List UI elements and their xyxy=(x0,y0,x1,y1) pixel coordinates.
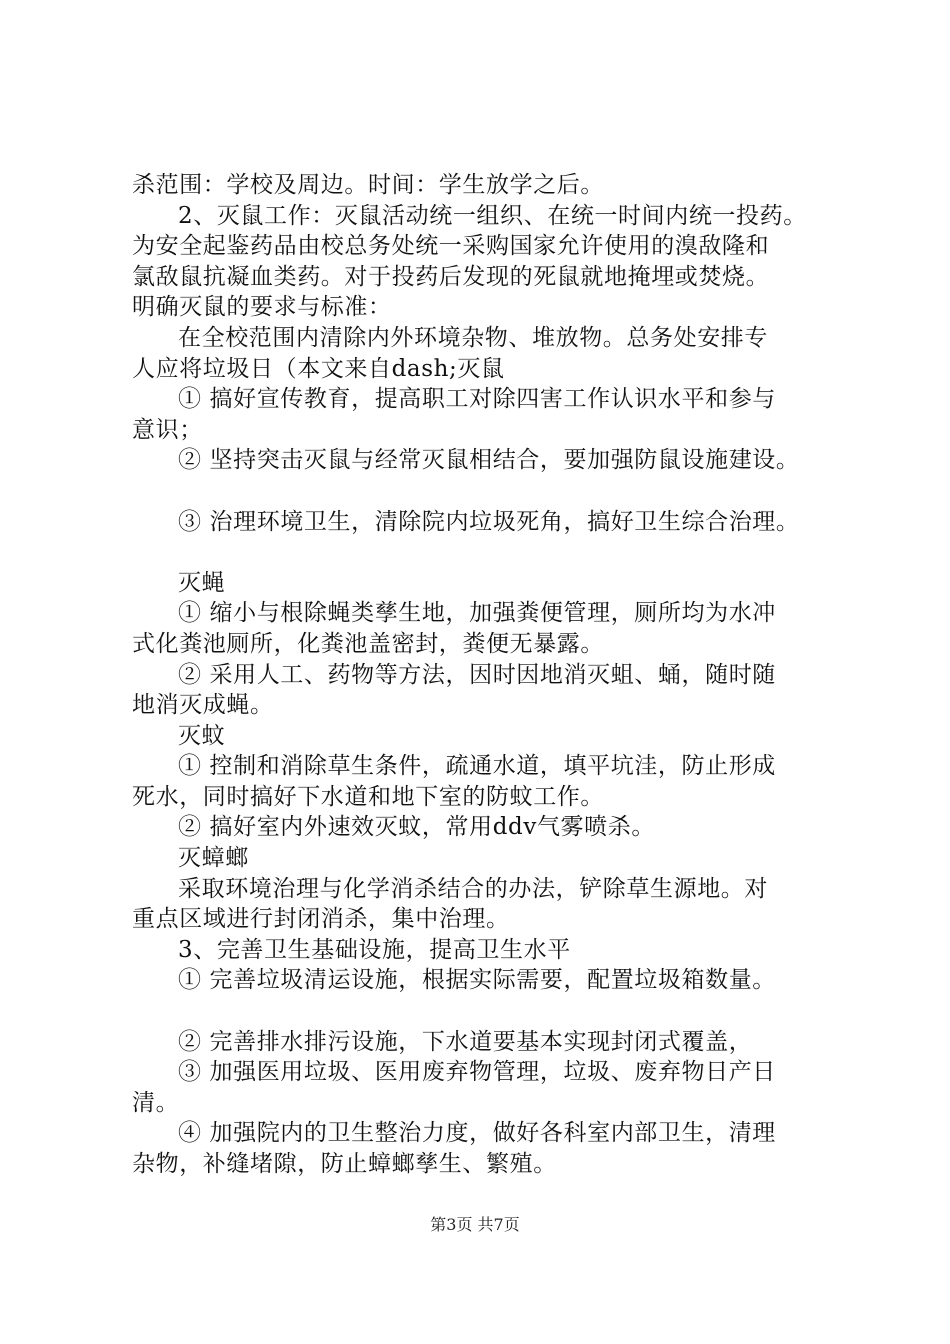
text-line: 重点区域进行封闭消杀，集中治理。 xyxy=(132,906,510,933)
text-line: 为安全起鉴药品由校总务处统一采购国家允许使用的溴敌隆和 xyxy=(132,233,770,260)
text-line: 2、灭鼠工作：灭鼠活动统一组织、在统一时间内统一投药。 xyxy=(178,202,807,229)
text-line: 明确灭鼠的要求与标准： xyxy=(132,294,392,321)
text-line: 人应将垃圾日（本文来自dash;灭鼠 xyxy=(132,355,505,382)
text-line: ② 采用人工、药物等方法，因时因地消灭蛆、蛹，随时随 xyxy=(178,661,776,688)
text-line: 意识； xyxy=(132,416,203,443)
text-line: ① 控制和消除草生条件，疏通水道，填平坑洼，防止形成 xyxy=(178,753,776,780)
text-line: 杀范围：学校及周边。时间：学生放学之后。 xyxy=(132,172,604,198)
text-line: ③ 治理环境卫生，清除院内垃圾死角，搞好卫生综合治理。 xyxy=(178,508,800,535)
text-line: 采取环境治理与化学消杀结合的办法，铲除草生源地。对 xyxy=(178,875,768,902)
section-heading: 灭蟑螂 xyxy=(178,845,249,872)
text-line: 清。 xyxy=(132,1089,180,1116)
page-footer: 第3页 共7页 xyxy=(430,1215,520,1234)
text-line: 3、完善卫生基础设施，提高卫生水平 xyxy=(178,936,571,963)
text-line: ③ 加强医用垃圾、医用废弃物管理，垃圾、废弃物日产日 xyxy=(178,1059,776,1086)
text-line: 死水，同时搞好下水道和地下室的防蚊工作。 xyxy=(132,783,604,810)
text-line: 式化粪池厕所，化粪池盖密封，粪便无暴露。 xyxy=(132,630,604,657)
text-line: ② 坚持突击灭鼠与经常灭鼠相结合，要加强防鼠设施建设。 xyxy=(178,447,800,474)
blank-line xyxy=(132,537,852,568)
text-line: 杂物，补缝堵隙，防止蟑螂孳生、繁殖。 xyxy=(132,1151,557,1177)
text-line: 在全校范围内清除内外环境杂物、堆放物。总务处安排专 xyxy=(178,324,768,351)
text-line: ① 缩小与根除蝇类孳生地，加强粪便管理，厕所均为水冲 xyxy=(178,600,776,627)
text-line: ② 完善排水排污设施，下水道要基本实现封闭式覆盖， xyxy=(178,1028,753,1055)
text-line: 地消灭成蝇。 xyxy=(132,692,274,719)
text-line: ② 搞好室内外速效灭蚊，常用ddv气雾喷杀。 xyxy=(178,814,655,841)
blank-line xyxy=(132,476,852,507)
text-line: 氯敌鼠抗凝血类药。对于投药后发现的死鼠就地掩埋或焚烧。 xyxy=(132,263,770,290)
blank-line xyxy=(132,996,852,1027)
section-heading: 灭蝇 xyxy=(178,569,226,596)
text-line: ④ 加强院内的卫生整治力度，做好各科室内部卫生，清理 xyxy=(178,1120,776,1147)
section-heading: 灭蚊 xyxy=(178,722,226,749)
document-body xyxy=(132,170,852,1180)
text-line: ① 搞好宣传教育，提高职工对除四害工作认识水平和参与 xyxy=(178,386,776,413)
text-line: ① 完善垃圾清运设施，根据实际需要，配置垃圾箱数量。 xyxy=(178,967,776,994)
